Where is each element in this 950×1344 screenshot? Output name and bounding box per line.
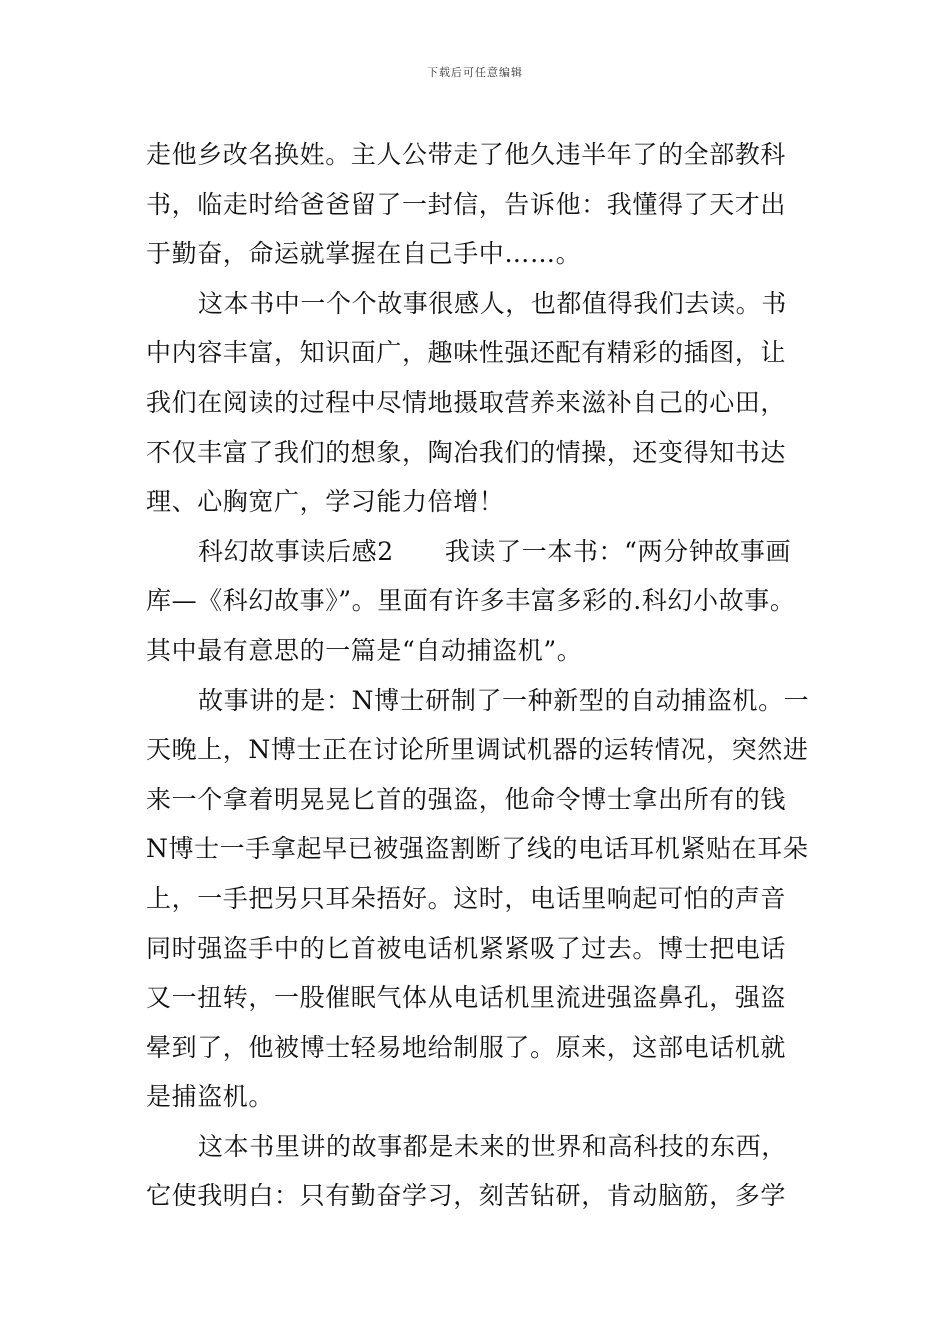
text-line: 它使我明白：只有勤奋学习，刻苦钻研，肯动脑筋，多学	[146, 1181, 787, 1211]
text-line: 来一个拿着明晃晃匕首的强盗，他命令博士拿出所有的钱	[146, 784, 787, 814]
text-line: 于勤奋，命运就掌握在自己手中……。	[146, 239, 582, 269]
text-line: 书，临走时给爸爸留了一封信，告诉他：我懂得了天才出	[146, 189, 787, 219]
text-line: 我们在阅读的过程中尽情地摄取营养来滋补自己的心田，	[146, 387, 787, 417]
text-line: 晕到了，他被博士轻易地给制服了。原来，这部电话机就	[146, 1032, 787, 1062]
text-line: 库—《科幻故事》”。里面有许多丰富多彩的.科幻小故事。	[146, 586, 796, 616]
body-text	[146, 130, 826, 1221]
text-line: 其中最有意思的一篇是“自动捕盗机”。	[146, 635, 583, 665]
page-header: 下载后可任意编辑	[427, 66, 523, 79]
text-line: 不仅丰富了我们的想象，陶冶我们的情操，还变得知书达	[146, 437, 787, 467]
text-line: 理、心胸宽广，学习能力倍增！	[146, 487, 505, 517]
text-line: 中内容丰富，知识面广，趣味性强还配有精彩的插图，让	[146, 338, 787, 368]
text-line: 是捕盗机。	[146, 1082, 275, 1112]
text-line: 走他乡改名换姓。主人公带走了他久违半年了的全部教科	[146, 140, 787, 169]
text-line: 又一扭转，一股催眠气体从电话机里流进强盗鼻孔，强盗	[146, 983, 787, 1013]
text-line: N博士一手拿起早已被强盗割断了线的电话耳机紧贴在耳朵	[146, 834, 809, 864]
text-line: 天晚上，N博士正在讨论所里调试机器的运转情况，突然进	[146, 735, 809, 765]
text-line: 上，一手把另只耳朵捂好。这时，电话里响起可怕的声音	[146, 883, 787, 913]
text-line: 科幻故事读后感2 我读了一本书：“两分钟故事画	[198, 536, 792, 566]
text-line: 这本书中一个个故事很感人，也都值得我们去读。书	[198, 288, 787, 318]
text-line: 同时强盗手中的匕首被电话机紧紧吸了过去。博士把电话	[146, 933, 787, 963]
text-line: 这本书里讲的故事都是未来的世界和高科技的东西，	[198, 1131, 787, 1161]
text-line: 故事讲的是：N博士研制了一种新型的自动捕盗机。一	[198, 685, 810, 715]
